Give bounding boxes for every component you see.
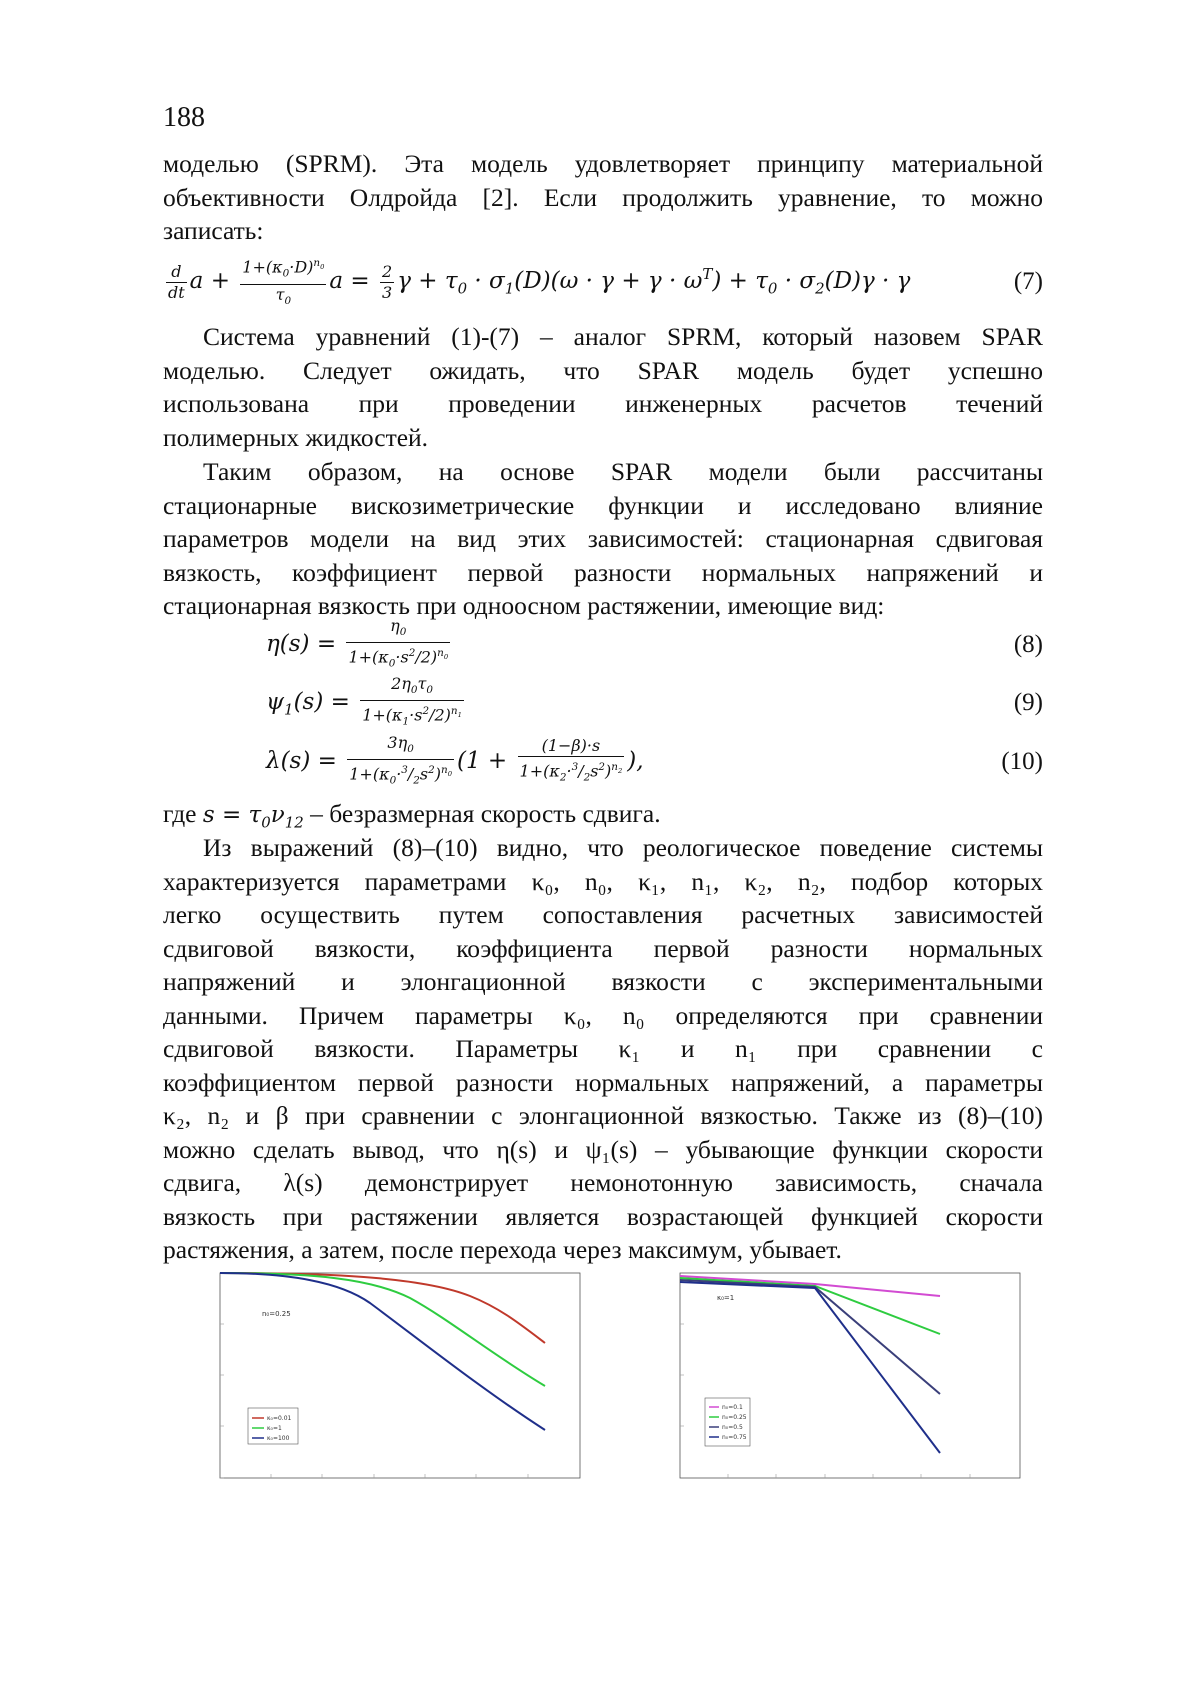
equation-9 [163, 674, 1043, 728]
text-line: сдвига, λ(s) демонстрирует немонотонную зависимость, сначала [163, 1168, 1043, 1197]
equation-number: (8) [1013, 631, 1043, 658]
text-line: моделью. Следует ожидать, что SPAR модель будет успешно [163, 355, 1043, 385]
text-line: характеризуется параметрами κ₀, n₀, κ₁, n₁, κ₂, n₂, подбор которых [163, 866, 1043, 896]
equation-7 [163, 258, 1043, 306]
figure-shear-viscosity-n0 [665, 1268, 1030, 1498]
paragraph-intro [163, 147, 1043, 248]
page-number: 188 [163, 102, 205, 133]
text-line: растяжения, а затем, после перехода через максимум, убывает. [163, 1235, 842, 1264]
text-line: записать: [163, 216, 264, 245]
text-line: легко осуществить путем сопоставления расчетных зависимостей [163, 900, 1043, 929]
legend-entry: κ₀=0.01 [267, 1415, 292, 1422]
text-line: сдвиговой вязкости, коэффициента первой разности нормальных [163, 933, 1043, 963]
equation-number: (9) [1013, 689, 1043, 716]
text-line: Система уравнений (1)-(7) – аналог SPRM, который назовем SPAR [203, 322, 1043, 351]
legend-entry: n₀=0.1 [722, 1404, 743, 1411]
legend-entry: κ₀=100 [267, 1435, 290, 1442]
text-line: объективности Олдройда [2]. Если продолжить уравнение, то можно [163, 182, 1043, 212]
legend-entry: n₀=0.75 [722, 1434, 747, 1441]
text-line: можно сделать вывод, что η(s) и ψ₁(s) – убывающие функции скорости [163, 1134, 1043, 1164]
legend-entry: κ₀=1 [267, 1425, 282, 1432]
text-line: стационарная вязкость при одноосном растяжении, имеющие вид: [163, 591, 885, 620]
paragraph-iz [163, 831, 1043, 1267]
text-line: напряжений и элонгационной вязкости с экспериментальными [163, 967, 1043, 996]
text-line: сдвиговой вязкости. Параметры κ₁ и n₁ при сравнении с [163, 1034, 1043, 1063]
text-line: вязкость, коэффициент первой разности нормальных напряжений и [163, 557, 1043, 587]
legend-entry: n₀=0.5 [722, 1424, 743, 1431]
text-line: вязкость при растяжении является возрастающей функцией скорости [163, 1201, 1043, 1231]
text-fragment: где [163, 799, 197, 828]
plot-right [665, 1268, 1030, 1498]
equation-10 [163, 733, 1043, 791]
text-line: κ₂, n₂ и β при сравнении с элонгационной вязкостью. Также из (8)–(10) [163, 1101, 1043, 1130]
text-line: Из выражений (8)–(10) видно, что реологическое поведение системы [203, 833, 1043, 862]
text-fragment: – безразмерная скорость сдвига. [310, 799, 661, 828]
paragraph-tak [163, 455, 1043, 623]
plot-annotation: κ₀=1 [717, 1294, 735, 1302]
text-line: моделью (SPRM). Эта модель удовлетворяет принципу материальной [163, 149, 1043, 178]
equation-8-body: η(s) = $\frac{\eta_0}{1+(\kappa_0\cdot s^2/2)^{n_0}}$ [266, 616, 449, 670]
equation-7-body: $\frac{d}{dt}$ a + $\frac{1+(\kappa_0\cdot D)^{n_0}}{\tau_0}$ a = $\frac{2}{3}$ $\gamma + \tau_0 \cdot \sigma_1(D)(\omega \cdot \gamma + \gamma \cdot \omega^T) + \tau_0 \cdot \sigma_2(D)\gamma \cdot \gamma$ [163, 253, 1014, 311]
equation-9-body: $\psi_1(s)$ = $\frac{2\eta_0\tau_0}{1+(\kappa_1\cdot s^2/2)^{n_1}}$ [266, 674, 462, 728]
plot-frame [680, 1273, 1020, 1478]
text-line: стационарные вискозиметрические функции и исследовано влияние [163, 490, 1043, 520]
text-line: коэффициентом первой разности нормальных напряжений, а параметры [163, 1067, 1043, 1097]
text-line: использована при проведении инженерных расчетов течений [163, 389, 1043, 418]
plot-left [200, 1268, 590, 1498]
text-line: данными. Причем параметры κ₀, n₀ определяются при сравнении [163, 1000, 1043, 1030]
text-line: полимерных жидкостей. [163, 422, 429, 452]
plot-frame [220, 1273, 580, 1478]
text-line: параметров модели на вид этих зависимостей: стационарная сдвиговая [163, 524, 1043, 553]
legend-entry: n₀=0.25 [722, 1414, 747, 1421]
equation-number: (10) [1001, 748, 1043, 775]
paragraph-spar [163, 320, 1043, 454]
equation-8 [163, 616, 1043, 670]
equation-10-body: λ(s) = $\frac{3\eta_0}{1+(\kappa_0\cdot^3/_2s^2)^{n_0}}$ (1 + $\frac{(1-\beta)\cdot s}{1+(\kappa_2\cdot^3/_2s^2)^{n_2}}$ ), [266, 733, 644, 787]
plot-annotation: n₀=0.25 [262, 1310, 291, 1318]
inline-math: $s = \tau_0\nu_{12}$ [202, 802, 304, 832]
figure-shear-viscosity [200, 1268, 590, 1498]
equation-number: (7) [1013, 268, 1043, 295]
text-line: Таким образом, на основе SPAR модели были рассчитаны [203, 457, 1043, 486]
